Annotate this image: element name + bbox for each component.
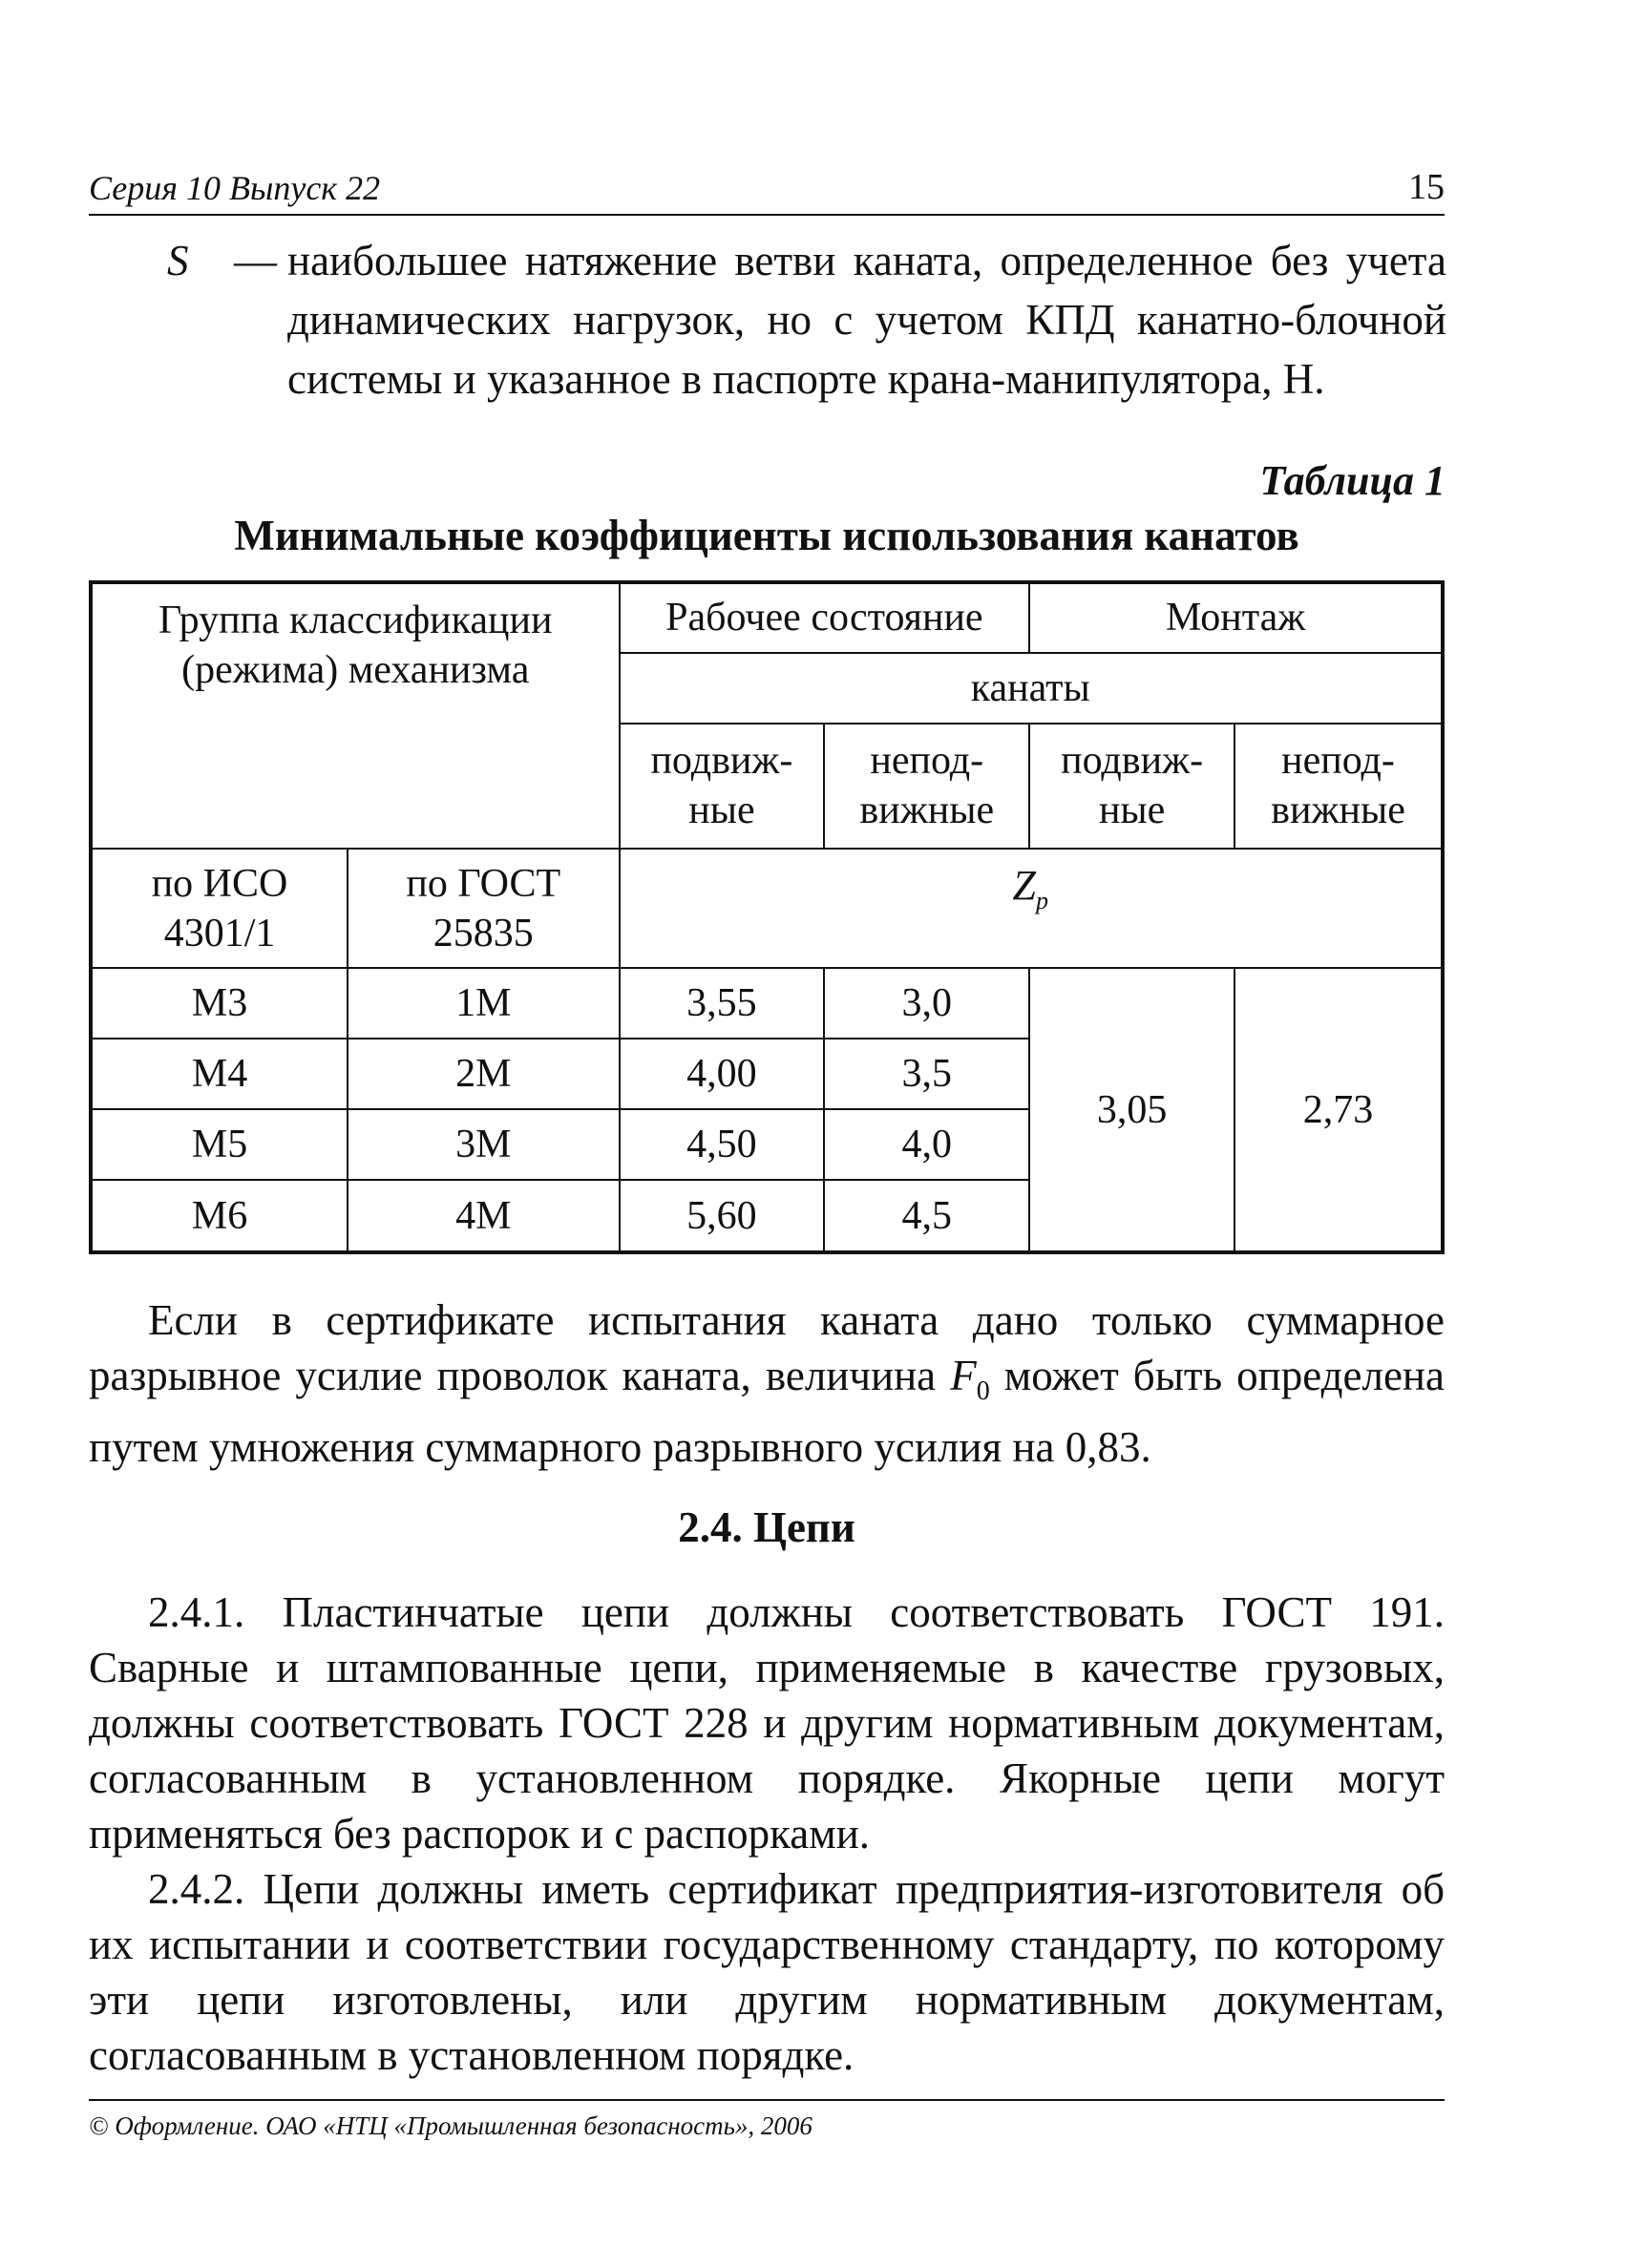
- iso-cell: M5: [91, 1109, 348, 1180]
- f0-symbol: [950, 1352, 990, 1406]
- page-header: [89, 160, 1445, 216]
- iso-cell: M4: [91, 1039, 348, 1109]
- gost-cell: 1M: [348, 968, 619, 1039]
- chains-section-body: [89, 1585, 1445, 2083]
- work-fixed-cell: 3,5: [824, 1039, 1029, 1109]
- work-fixed-cell: 4,0: [824, 1109, 1029, 1180]
- gost-header: по ГОСТ 25835: [348, 849, 619, 968]
- s-definition: [167, 231, 1446, 409]
- zp-symbol: Z: [1012, 862, 1036, 910]
- mounting-header: Монтаж: [1029, 582, 1443, 653]
- footer-copyright: © Оформление. ОАО «НТЦ «Промышленная безопасность», 2006: [89, 2111, 812, 2140]
- work-movable-cell: 3,55: [620, 968, 825, 1039]
- gost-cell: 3M: [348, 1109, 619, 1180]
- working-state-header: Рабочее состояние: [620, 582, 1030, 653]
- mount-fixed-header: непод-вижные: [1234, 724, 1443, 849]
- mount-movable-cell: 3,05: [1029, 968, 1234, 1252]
- work-movable-cell: 4,50: [620, 1109, 825, 1180]
- series-label: Серия 10 Выпуск 22: [89, 169, 381, 207]
- certificate-text-after: может быть определена путем умножения суммарного разрывного усилия на 0,83.: [89, 1352, 1445, 1471]
- table-row: [91, 968, 1443, 1039]
- section-title: 2.4. Цепи: [678, 1503, 855, 1551]
- zp-subscript: p: [1035, 886, 1048, 914]
- iso-header: по ИСО 4301/1: [91, 849, 348, 968]
- work-fixed-cell: 3,0: [824, 968, 1029, 1039]
- paragraph-2-4-1: 2.4.1. Пластинчатые цепи должны соответствовать ГОСТ 191. Сварные и штампованные цепи, применяемые в качестве грузовых, должны соответствовать ГОСТ 228 и другим нормативным документам, согласованным в установленном порядке. Якорные цепи могут применяться без распорок и с распорками.: [89, 1588, 1445, 1858]
- mount-fixed-cell: 2,73: [1234, 968, 1443, 1252]
- work-fixed-cell: 4,5: [824, 1180, 1029, 1252]
- table-label: Таблица 1: [1259, 457, 1446, 504]
- work-movable-header: подвиж-ные: [620, 724, 825, 849]
- gost-cell: 2M: [348, 1039, 619, 1109]
- certificate-paragraph: [89, 1292, 1445, 1475]
- paragraph-2-4-2: 2.4.2. Цепи должны иметь сертификат предприятия-изготовителя об их испытании и соответствии государственному стандарту, по которому эти цепи изготовлены, или другим нормативным документам, согласованным в установленном порядке.: [89, 1865, 1445, 2079]
- certificate-text-before: Если в сертификате испытания каната дано только суммарное разрывное усилие проволок каната, величина: [89, 1296, 1445, 1399]
- work-movable-cell: 4,00: [620, 1039, 825, 1109]
- iso-cell: M6: [91, 1180, 348, 1252]
- ropes-header: канаты: [620, 653, 1444, 724]
- f-letter: F: [950, 1352, 977, 1399]
- zp-header: [620, 849, 1444, 968]
- work-fixed-header: непод-вижные: [824, 724, 1029, 849]
- group-header: Группа классификации (режима) механизма: [91, 582, 620, 849]
- gost-cell: 4M: [348, 1180, 619, 1252]
- definition-dash: —: [234, 237, 277, 284]
- table-title: Минимальные коэффициенты использования канатов: [234, 512, 1299, 559]
- footer-divider: [89, 2099, 1445, 2101]
- f-subscript: 0: [976, 1376, 990, 1406]
- page-number: 15: [1408, 167, 1445, 207]
- work-movable-cell: 5,60: [620, 1180, 825, 1252]
- iso-cell: M3: [91, 968, 348, 1039]
- s-symbol: S: [167, 237, 189, 284]
- s-definition-text: наибольшее натяжение ветви каната, определенное без учета динамических нагрузок, но с учетом КПД канатно-блочной системы и указанное в паспорте крана-манипулятора, Н.: [287, 237, 1446, 403]
- mount-movable-header: подвиж-ные: [1029, 724, 1234, 849]
- coefficients-table: [89, 580, 1445, 1254]
